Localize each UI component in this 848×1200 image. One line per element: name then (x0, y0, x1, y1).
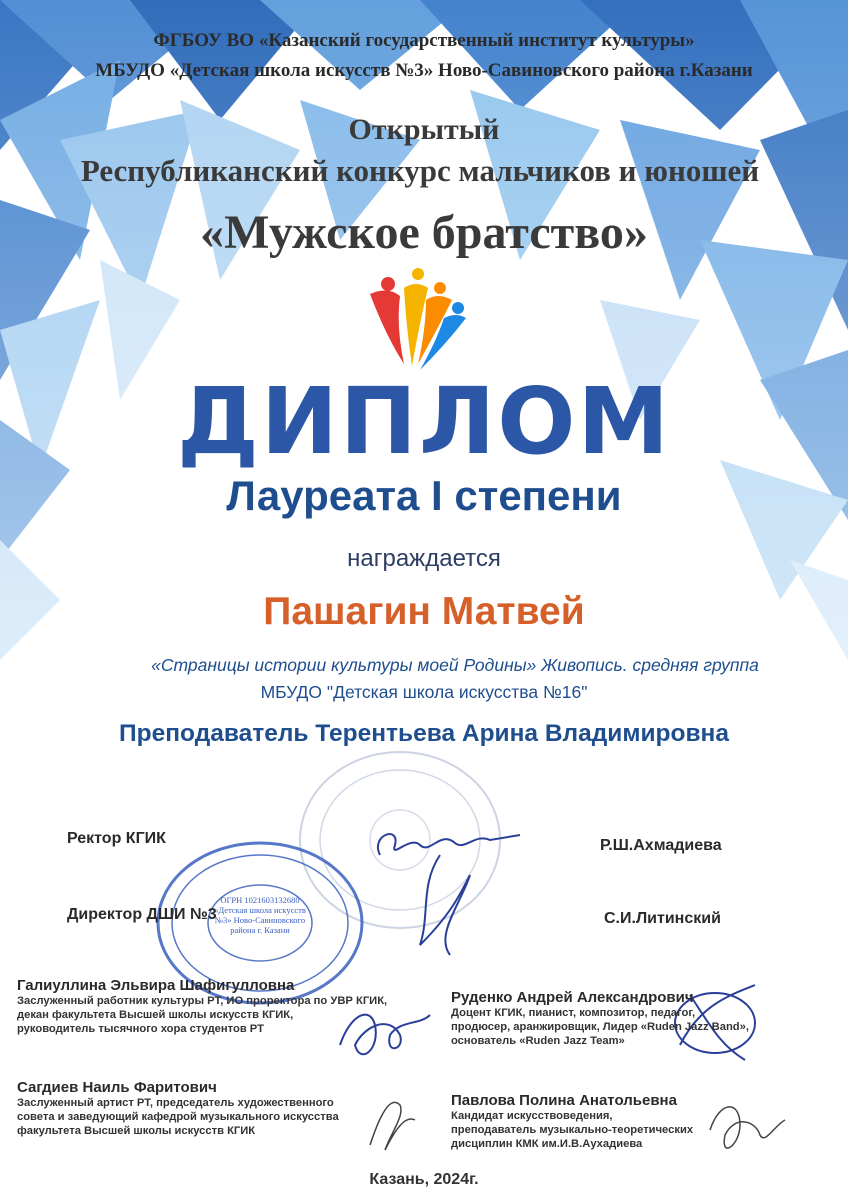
jury-member-desc-line: факультета Высшей школы искусств КГИК (17, 1125, 256, 1137)
jury-member (451, 989, 771, 1048)
jury-member-desc-line: Заслуженный работник культуры РТ, ИО проректора по УВР КГИК, (17, 995, 388, 1007)
jury-member-name: Павлова Полина Анатольевна (451, 1092, 677, 1109)
jury-member (451, 1092, 751, 1151)
jury-member-desc-line: Заслуженный артист РТ, председатель художественного (17, 1097, 334, 1109)
jury-member-desc-line: декан факультета Высшей школы искусств КГИК, (17, 1009, 294, 1021)
awarded-label: награждается (347, 545, 501, 572)
jury-member-desc-line: основатель «Ruden Jazz Team» (451, 1035, 625, 1047)
director-name: С.И.Литинский (604, 910, 721, 927)
jury-member-desc-line: совета и заведующий кафедрой музыкального искусства (17, 1111, 339, 1123)
jury-member-name: Руденко Андрей Александрович (451, 989, 694, 1006)
jury-member-desc-line: руководитель тысячного хора студентов РТ (17, 1023, 264, 1035)
organizer-line-1: ФГБОУ ВО «Казанский государственный институт культуры» (153, 30, 695, 51)
teacher-name: Преподаватель Терентьева Арина Владимировна (119, 720, 729, 747)
jury-member-name: Сагдиев Наиль Фаритович (17, 1079, 217, 1096)
jury-member-desc-line: продюсер, аранжировщик, Лидер «Ruden Jazz Band», (451, 1021, 749, 1033)
school-name: МБУДО "Детская школа искусства №16" (260, 682, 588, 702)
rector-signature-icon (360, 815, 530, 965)
jury-member-name: Галиуллина Эльвира Шафигулловна (17, 977, 295, 994)
recipient-name: Пашагин Матвей (263, 590, 585, 633)
rector-role: Ректор КГИК (67, 830, 166, 847)
organizer-line-2: МБУДО «Детская школа искусств №3» Ново-Савиновского района г.Казани (95, 60, 753, 81)
jury-member (17, 1079, 397, 1138)
jury-member-desc-line: Кандидат искусствоведения, (451, 1110, 613, 1122)
laureate-degree: Лауреата I степени (226, 472, 622, 519)
rector-name: Р.Ш.Ахмадиева (600, 837, 722, 854)
contest-logo-icon (360, 266, 470, 376)
contest-name: «Мужское братство» (200, 206, 648, 259)
jury-member-desc-line: Доцент КГИК, пианист, композитор, педагог, (451, 1007, 696, 1019)
diploma-title: ДИПЛОМ (176, 368, 672, 475)
director-role: Директор ДШИ №3 (67, 906, 217, 923)
school-stamp-text: ОГРН 1021603132680 «Детская школа искусств №3» Ново-Савиновского района г. Казани (214, 895, 306, 935)
contest-title: Республиканский конкурс мальчиков и юношей (80, 153, 760, 188)
work-description: «Страницы истории культуры моей Родины» Живопись. средняя группа (151, 655, 759, 675)
contest-open-label: Открытый (348, 113, 500, 146)
jury-member-desc-line: преподаватель музыкально-теоретических (451, 1124, 694, 1136)
city-year: Казань, 2024г. (369, 1171, 479, 1188)
jury-member-desc-line: дисциплин КМК им.И.В.Аухадиева (451, 1138, 643, 1150)
jury-member (17, 977, 437, 1036)
